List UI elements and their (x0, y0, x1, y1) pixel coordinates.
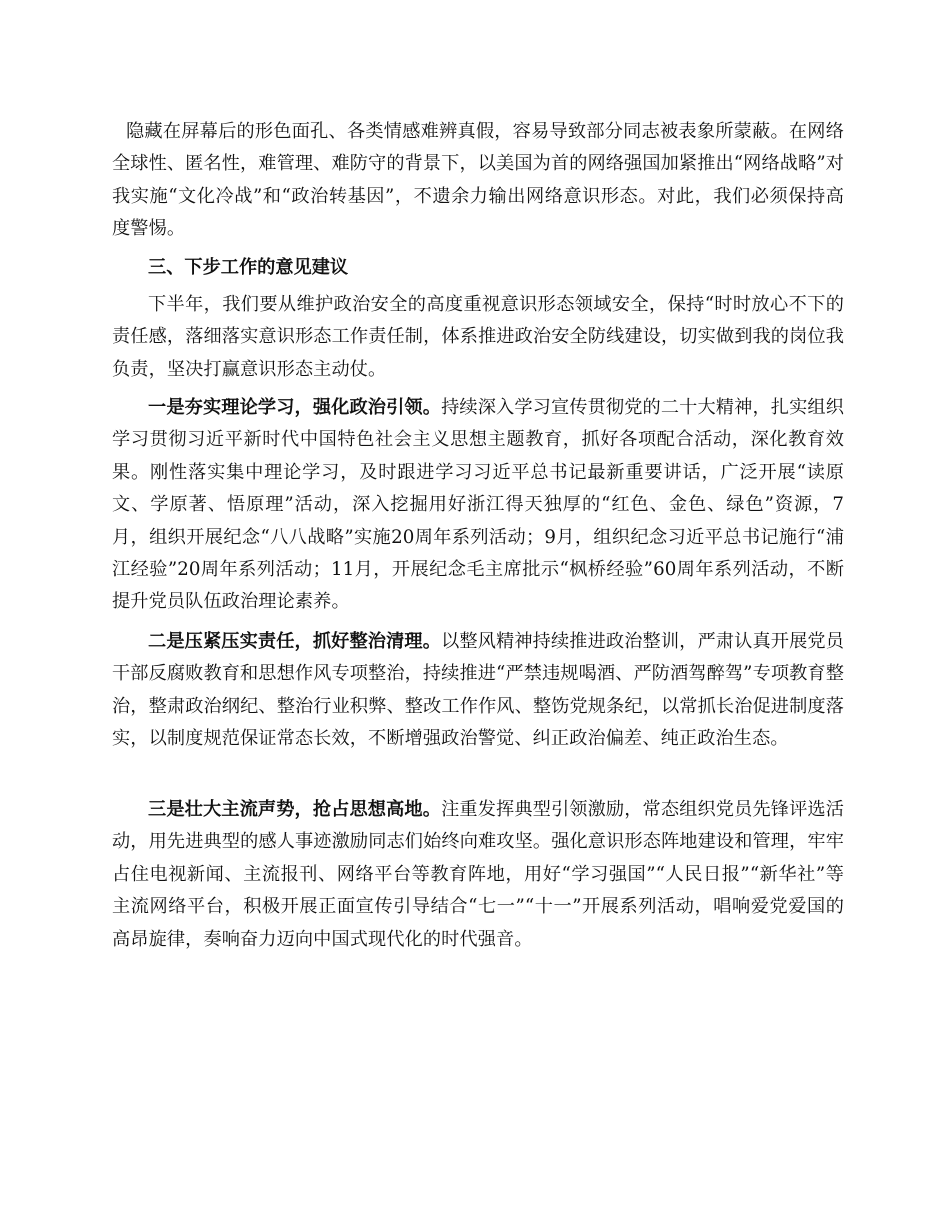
paragraph-lead: 一是夯实理论学习，强化政治引领。 (148, 397, 442, 418)
section-heading: 三、下步工作的意见建议 (148, 257, 349, 278)
paragraph-network-security (112, 116, 844, 246)
paragraph-text: 持续深入学习宣传贯彻党的二十大精神，扎实组织学习贯彻习近平新时代中国特色社会主义思想主题教育，抓好各项配合活动，深化教育效果。刚性落实集中理论学习，及时跟进学习习近平总书记最新重要讲话，广泛开展“读原文、学原著、悟原理”活动，深入挖掘用好浙江得天独厚的“红色、金色、绿色”资源，7月，组织开展纪念“八八战略”实施20周年系列活动；9月，组织纪念习近平总书记施行“浦江经验”20周年系列活动；11月，开展纪念毛主席批示“枫桥经验”60周年系列活动，不断提升党员队伍政治理论素养。 (112, 397, 844, 613)
paragraph-mainstream (112, 794, 844, 956)
paragraph-intro (112, 289, 844, 386)
paragraph-text: 注重发挥典型引领激励，常态组织党员先锋评选活动，用先进典型的感人事迹激励同志们始终向难攻坚。强化意识形态阵地建设和管理，牢牢占住电视新闻、主流报刊、网络平台等教育阵地，用好“学习强国”“人民日报”“新华社”等主流网络平台，积极开展正面宣传引导结合“七一”“十一”开展系列活动，唱响爱党爱国的高昂旋律，奏响奋力迈向中国式现代化的时代强音。 (112, 799, 844, 950)
paragraph-responsibility (112, 626, 844, 756)
paragraph-theory-study (112, 392, 844, 619)
paragraph-text: 以整风精神持续推进政治整训，严肃认真开展党员干部反腐败教育和思想作风专项整治，持续推进“严禁违规喝酒、严防酒驾醉驾”专项教育整治，整肃政治纲纪、整治行业积弊、整改工作作风、整饬党规条纪，以常抓长治促进制度落实，以制度规范保证常态长效，不断增强政治警觉、纠正政治偏差、纯正政治生态。 (112, 631, 845, 750)
paragraph-text: 下半年，我们要从维护政治安全的高度重视意识形态领域安全，保持“时时放心不下的责任感，落细落实意识形态工作责任制，体系推进政治安全防线建设，切实做到我的岗位我负责，坚决打赢意识形态主动仗。 (112, 294, 844, 380)
paragraph-text: 隐藏在屏幕后的形色面孔、各类情感难辨真假，容易导致部分同志被表象所蒙蔽。在网络全球性、匿名性，难管理、难防守的背景下，以美国为首的网络强国加紧推出“网络战略”对我实施“文化冷战”和“政治转基因”，不遗余力输出网络意识形态。对此，我们必须保持高度警惕。 (112, 121, 845, 240)
paragraph-lead: 三是壮大主流声势，抢占思想高地。 (148, 799, 442, 820)
paragraph-lead: 二是压紧压实责任，抓好整治清理。 (148, 631, 442, 652)
